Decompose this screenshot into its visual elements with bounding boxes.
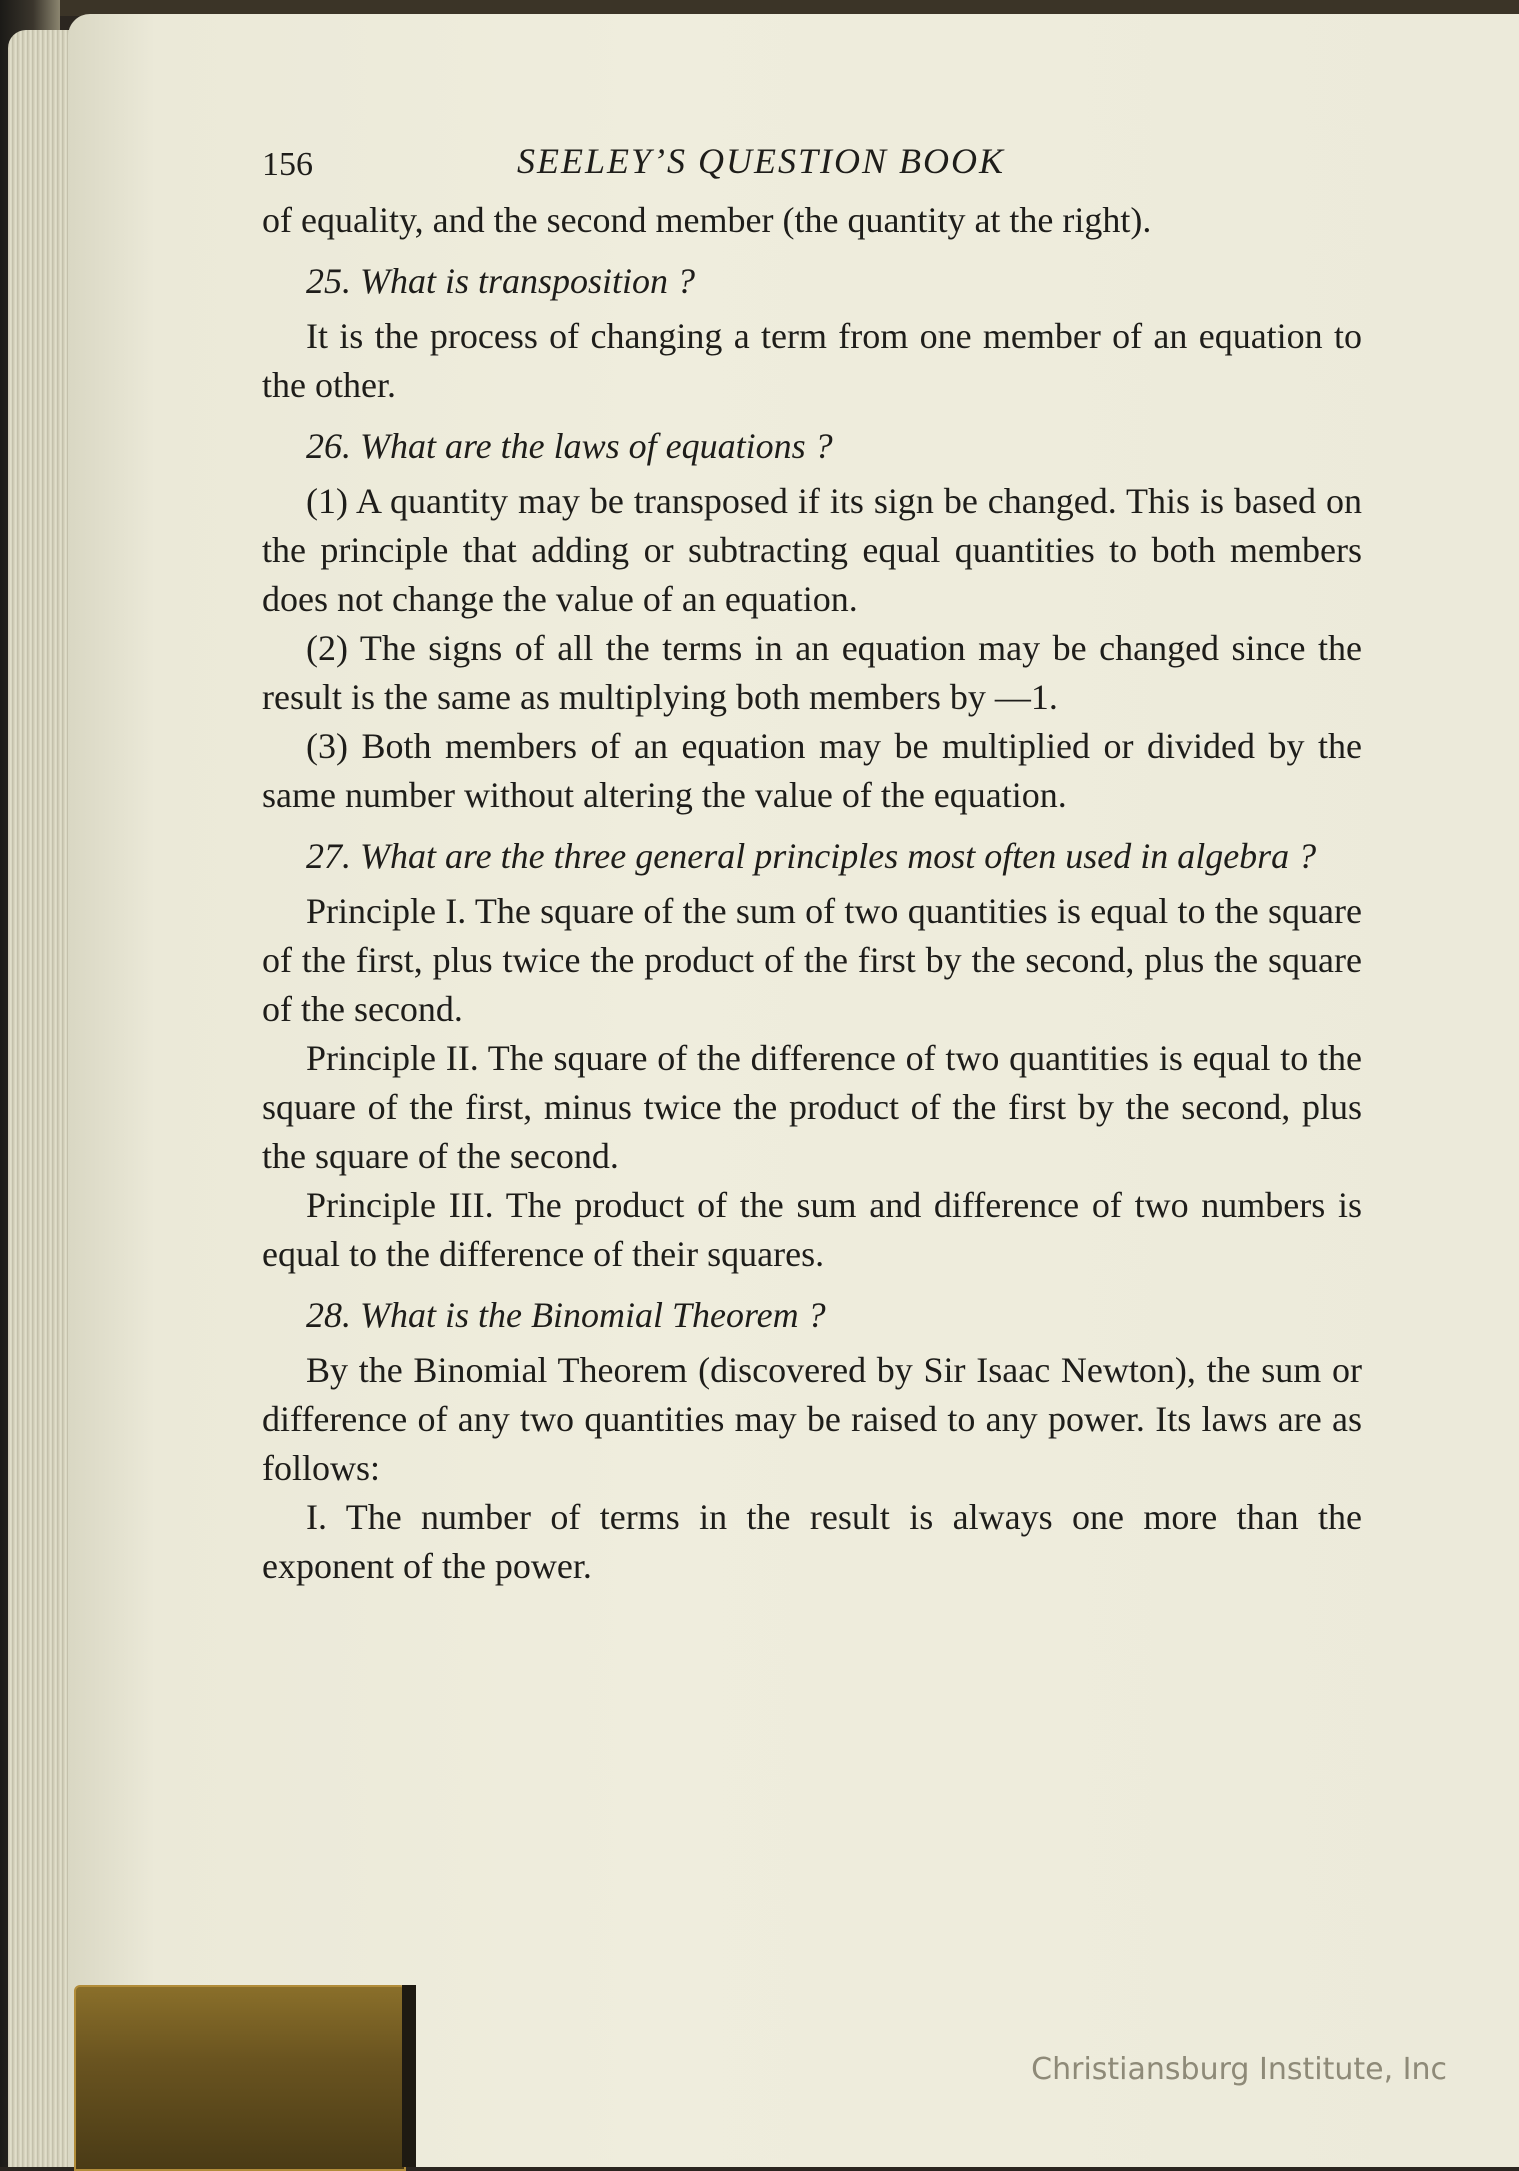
book-title: SEELEY’S QUESTION BOOK (517, 141, 1006, 181)
page-text-block (262, 140, 1362, 1591)
watermark-text: Christiansburg Institute, Inc (1031, 2052, 1447, 2087)
slip-shadow (402, 1985, 416, 2167)
paragraph: (3) Both members of an equation may be multiplied or divided by the same number without altering the value of the equation. (262, 726, 1362, 815)
gold-bookmark-slip (74, 1985, 406, 2171)
page-number: 156 (262, 146, 313, 183)
question-heading: 25. What is transposition ? (306, 261, 696, 301)
paragraph: Principle III. The product of the sum and difference of two numbers is equal to the difference of their squares. (262, 1185, 1362, 1274)
paragraph: Principle II. The square of the difference of two quantities is equal to the square of the first, minus twice the product of the first by the second, plus the square of the second. (262, 1038, 1362, 1176)
running-head (262, 140, 1362, 196)
paragraph: Principle I. The square of the sum of two quantities is equal to the square of the first, plus twice the product of the first by the second, plus the square of the second. (262, 891, 1362, 1029)
question-heading: 27. What are the three general principles most often used in algebra ? (306, 836, 1317, 876)
paragraph: By the Binomial Theorem (discovered by Sir Isaac Newton), the sum or difference of any two quantities may be raised to any power. Its laws are as follows: (262, 1350, 1362, 1488)
paragraph: It is the process of changing a term from one member of an equation to the other. (262, 316, 1362, 405)
paragraph: (1) A quantity may be transposed if its sign be changed. This is based on the principle that adding or subtracting equal quantities to both members does not change the value of an equation. (262, 481, 1362, 619)
question-heading: 28. What is the Binomial Theorem ? (306, 1295, 826, 1335)
question-heading: 26. What are the laws of equations ? (306, 426, 833, 466)
paragraph: of equality, and the second member (the quantity at the right). (262, 200, 1152, 240)
paragraph: I. The number of terms in the result is always one more than the exponent of the power. (262, 1497, 1362, 1586)
paragraph: (2) The signs of all the terms in an equation may be changed since the result is the same as multiplying both members by —1. (262, 628, 1362, 717)
